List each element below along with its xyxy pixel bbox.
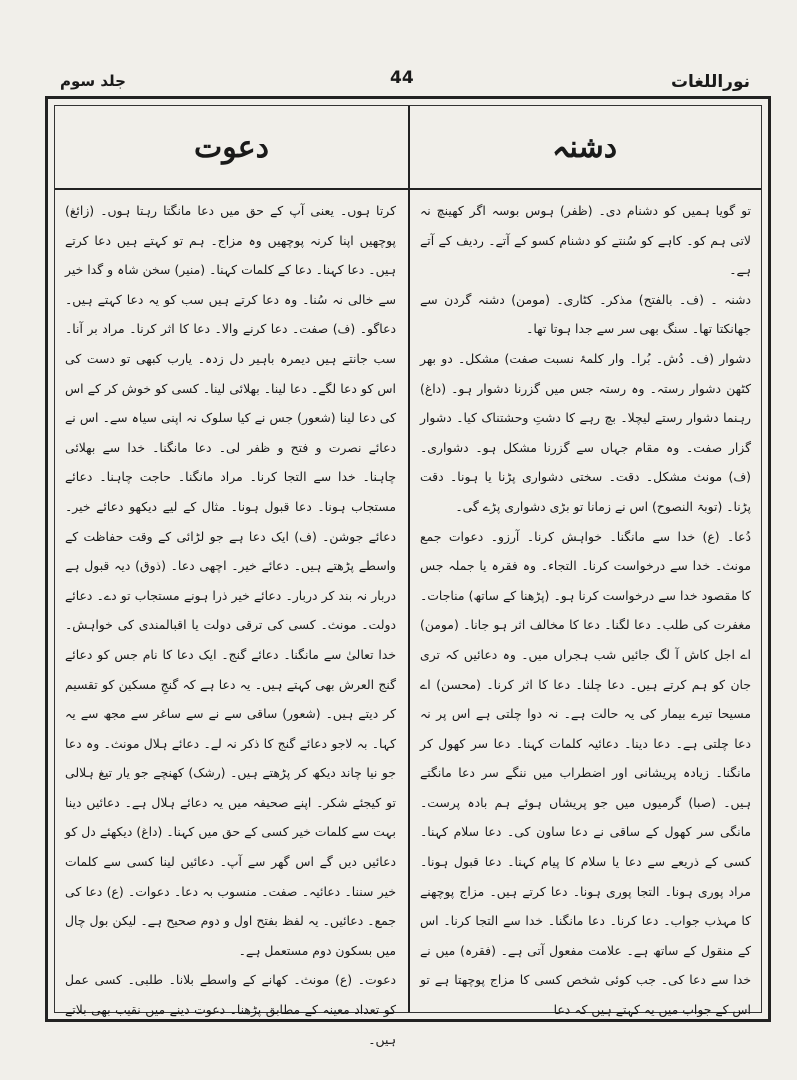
column-divider (408, 106, 410, 1012)
page-frame-inner (54, 105, 762, 1047)
left-column-heading: دعوت (194, 129, 269, 165)
left-column-text (65, 196, 396, 1047)
volume-label: جلد سوم (60, 72, 126, 90)
entry-paragraph: کرتا ہوں۔ یعنی آپ کے حق میں دعا مانگتا رہتا ہوں۔ (زائغ) پوچھیں اپنا کرنہ پوچھیں وہ مزاج۔ ہم تو کہتے ہیں دعا کرتے ہیں۔ دعا کہنا۔ دعا کے کلمات کہنا۔ (منیر) سخن شاہ و گدا خیر سے خالی نہ سُنا۔ وہ دعا کرتے ہیں سب کو یہ دعا کہتے ہیں۔ دعاگو۔ (ف) صفت۔ دعا کرنے والا۔ دعا کا اثر کرنا۔ مراد بر آنا۔ سب جانتے ہیں دیمرہ باہیر دل زدہ۔ یارب کبھی تو دست کی اس کو دعا لگے۔ دعا لینا۔ بھلائی لینا۔ کسی کو خوش کر کے اس کی دعا لینا (شعور) جس نے کیا سلوک نہ اپنی سیاہ سے۔ اس نے دعائے نصرت و فتح و ظفر لی۔ دعا مانگنا۔ خدا سے بھلائی چاہنا۔ خدا سے التجا کرنا۔ مراد مانگنا۔ حاجت چاہنا۔ دعائے مستجاب ہونا۔ دعا قبول ہونا۔ مثال کے لیے دیکھو دعائے خیر۔ دعائے جوشن۔ (ف) ایک دعا ہے جو لڑائی کے وقت حفاظت کے واسطے پڑھتے ہیں۔ دعائے خیر۔ اچھی دعا۔ (ذوق) دیہ قبول ہے دربار نہ بند کر دربار۔ دعائے خیر ذرا ہونے مستجاب تو دے۔ دعائے دولت۔ مونث۔ کسی کی ترقی دولت یا اقبالمندی کی خواہش۔ خدا تعالیٰ سے مانگنا۔ دعائے گنج۔ ایک دعا کا نام جس کو دعائے گنج العرش بھی کہتے ہیں۔ یہ دعا ہے کہ گنجِ مسکین کو تقسیم کر دیتے ہیں۔ (شعور) ساقی سے نے سے ساغر سے مجھ سے یہ کہا۔ بہ لاجو دعائے گنج کا ذکر نہ لے۔ دعائے ہلال مونث۔ وہ دعا جو نیا چاند دیکھ کر پڑھتے ہیں۔ (رشک) کھنچے جو یار تیغ ہلالی تو کیجئے شکر۔ اپنے صحیفہ میں یہ دعائے ہلال ہے۔ دعائیں دینا بہت سے کلمات خیر کسی کے حق میں کہنا۔ (داغ) دیکھئے دل کو دعائیں دیں گے اس گھر سے آپ۔ دعائیں لینا کسی سے کلمات خیر سننا۔ دعائیہ۔ صفت۔ منسوب بہ دعا۔ دعوات۔ (ع) دعا کی جمع۔ دعائیں۔ یہ لفظ بفتح اول و دوم صحیح ہے۔ لیکن بول چال میں بسکون دوم مستعمل ہے۔ (65, 203, 396, 958)
entry-paragraph: دشنہ ۔ (ف۔ بالفتح) مذکر۔ کٹاری۔ (مومن) دشنہ گردن سے جھانکتا تھا۔ سنگ بھی سر سے جدا ہوتا تھا۔ (420, 291, 751, 337)
entry-paragraph: دعوت۔ (ع) مونث۔ کھانے کے واسطے بلانا۔ طلبی۔ کسی عمل کو تعداد معینہ کے مطابق پڑھنا۔ دعوت دینے میں نقیب بھی بلاتے ہیں۔ (65, 972, 396, 1047)
entry-paragraph: دُعا۔ (ع) خدا سے مانگنا۔ خواہش کرنا۔ آرزو۔ دعوات جمع مونث۔ خدا سے درخواست کرنا۔ التجاء۔ وہ فقرہ یا جملہ جس کا مقصود خدا سے درخواست کرنا ہو۔ (پڑھنا کے ساتھ) مناجات۔ مغفرت کی طلب۔ دعا لگنا۔ دعا کا مخالف اثر ہو جانا۔ (مومن) اے اجل کاش آ لگ جائیں شب ہجراں میں۔ وہ دعائیں کہ تری جان کو ہم کرتے ہیں۔ دعا چلنا۔ دعا کا اثر کرنا۔ (محسن) اے مسیحا تیرے بیمار کی یہ حالت ہے۔ نہ دوا چلتی ہے اس پر نہ دعا چلتی ہے۔ دعا دینا۔ دعائیہ کلمات کہنا۔ دعا سر کھول کر مانگنا۔ زیادہ پریشانی اور اضطراب میں ننگے سر دعا مانگتے ہیں۔ (صبا) گرمیوں میں جو پریشاں ہوئے ہم بادہ پرست۔ مانگی سر کھول کے ساقی نے دعا ساون کی۔ دعا سلام کہنا۔ کسی کے ذریعے سے دعا یا سلام کا پیام کہنا۔ دعا قبول ہونا۔ مراد پوری ہونا۔ التجا پوری ہونا۔ دعا کرتے ہیں۔ مزاج پوچھنے کا مہذب جواب۔ دعا کرنا۔ دعا مانگنا۔ خدا سے التجا کرنا۔ اس کے منقول کے ساتھ ہے۔ علامت مفعول آتی ہے۔ (فقرہ) میں نے خدا سے دعا کی۔ جب کوئی شخص کسی کا مزاج پوچھتا ہے تو اس کے جواب میں یہ کہتے ہیں کہ دعا (420, 528, 751, 1018)
right-column-text (420, 196, 751, 1018)
page-frame (45, 96, 771, 1047)
entry-paragraph: تو گویا ہمیں کو دشنام دی۔ (ظفر) ہوس بوسہ اگر کھینچ نہ لاتی ہم کو۔ کاہے کو سُنتے کو دشنام کسو کے آتے۔ ردیف کے آتے ہے۔ (420, 203, 751, 278)
page-number: 44 (390, 68, 414, 88)
right-column-heading: دشنہ (551, 129, 618, 165)
book-title: نوراللغات (670, 72, 750, 92)
entry-paragraph: دشوار (ف۔ دُش۔ بُرا۔ وار کلمۂ نسبت صفت) مشکل۔ دو بھر کٹھن دشوار رستہ۔ وہ رستہ جس میں گزرنا دشوار ہو۔ (داغ) رہنما دشوار رستے لیچلا۔ بچ رہے کا دشتِ وحشتناک کیا۔ دشوار گزار صفت۔ وہ مقام جہاں سے گزرنا مشکل ہو۔ دشواری۔ (ف) مونث مشکل۔ دقت۔ سختی دشواری پڑنا یا ہونا۔ دقت پڑنا۔ (توبۃ النصوح) اس نے زمانا تو بڑی دشواری پڑے گی۔ (420, 350, 751, 514)
